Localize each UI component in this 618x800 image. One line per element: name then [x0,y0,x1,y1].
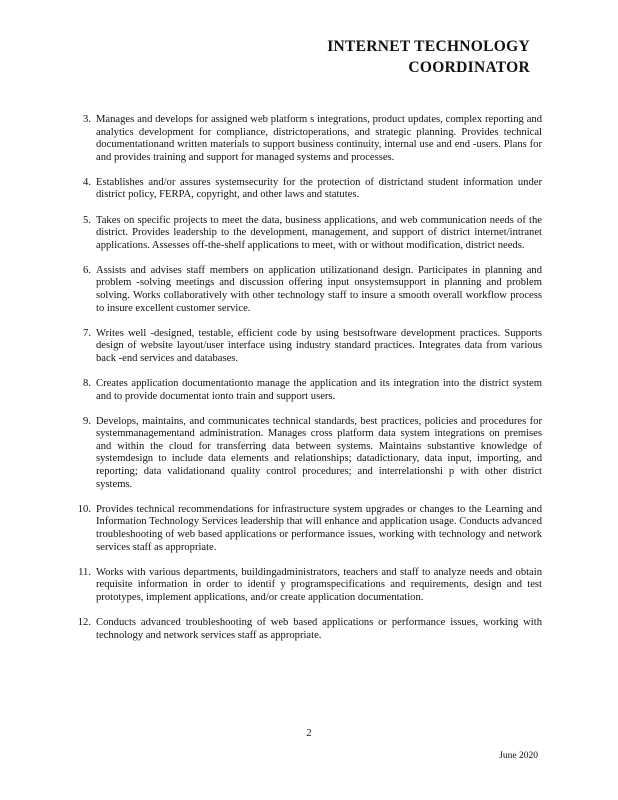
item-number: 10. [77,503,91,515]
document-title [327,36,530,78]
item-text: Conducts advanced troubleshooting of web based applications or performance issues, working with technology and network services staff as appropriate. [96,616,542,641]
item-number: 9. [83,415,91,427]
title-line-2: COORDINATOR [408,59,530,76]
item-text: Assists and advises staff members on application utilizationand design. Participates in planning and problem -solving meetings and discussion offering input onsystemsupport in planning and problem solving. Works collaboratively with other technology staff to insure a smooth overall workflow process to insure excellent customer service. [96,264,542,314]
item-text: Takes on specific projects to meet the data, business applications, and web communication needs of the district. Provides leadership to the development, management, and support of district internet/intranet applications. Assesses off-the-shelf applications to meet, with or without modification, district needs. [96,214,542,251]
item-text: Creates application documentationto manage the application and its integration into the district system and to provide documentat ionto train and support users. [96,378,542,402]
page-number: 2 [306,728,312,739]
item-text: Develops, maintains, and communicates technical standards, best practices, policies and procedures for systemmanagementand administration. Manages cross platform data system integrations on premises and within the cloud for transferring data between systems. Maintains substantive knowledge of systemdesign to include data elements and relationships; datadictionary, data input, importing, and reporting; data validationand quality control procedures; and interrelationshi p with other district systems. [96,415,542,490]
list-item [72,177,542,202]
item-text: Writes well -designed, testable, efficient code by using bestsoftware development practices. Supports design of website layout/user interface using industry standard practices. Integrates data from various back -end services and databases. [96,327,542,364]
list-item [72,265,542,315]
list-item [72,215,542,253]
list-item [72,504,542,554]
item-text: Manages and develops for assigned web platform s integrations, product updates, complex reporting and analytics development for compliance, districtoperations, and strategic planning. Provides technical documentationand written materials to support business continuity, internal use and end -users. Plans for and provides training and support for managed systems and processes. [96,114,542,163]
item-text: Establishes and/or assures systemsecurity for the protection of districtand student information under district policy, FERPA, copyright, and other laws and statutes. [96,176,542,201]
duties-list [72,114,542,655]
item-number: 5. [83,214,91,226]
item-number: 6. [83,264,91,276]
list-item [72,328,542,366]
item-number: 11. [78,566,91,578]
title-line-1: INTERNET TECHNOLOGY [327,38,530,55]
list-item [72,617,542,642]
item-number: 3. [83,114,91,125]
footer-date: June 2020 [499,751,538,761]
item-text: Provides technical recommendations for infrastructure system upgrades or changes to the Learning and Information Technology Services leadership that will enhance and application usage. Conducts advanced troubleshooting of web based applications or performance issues, working with technology and network services staff as appropriate. [96,503,542,553]
list-item [72,114,542,164]
list-item [72,567,542,605]
list-item [72,378,542,403]
item-number: 7. [83,327,91,339]
item-number: 4. [83,176,91,188]
item-text: Works with various departments, buildingadministrators, teachers and staff to analyze needs and obtain requisite information in order to identif y programspecifications and requirements, design and test prototypes, implement applications, and/or create application documentation. [96,566,542,603]
list-item [72,416,542,492]
item-number: 8. [83,378,91,389]
item-number: 12. [77,616,91,628]
